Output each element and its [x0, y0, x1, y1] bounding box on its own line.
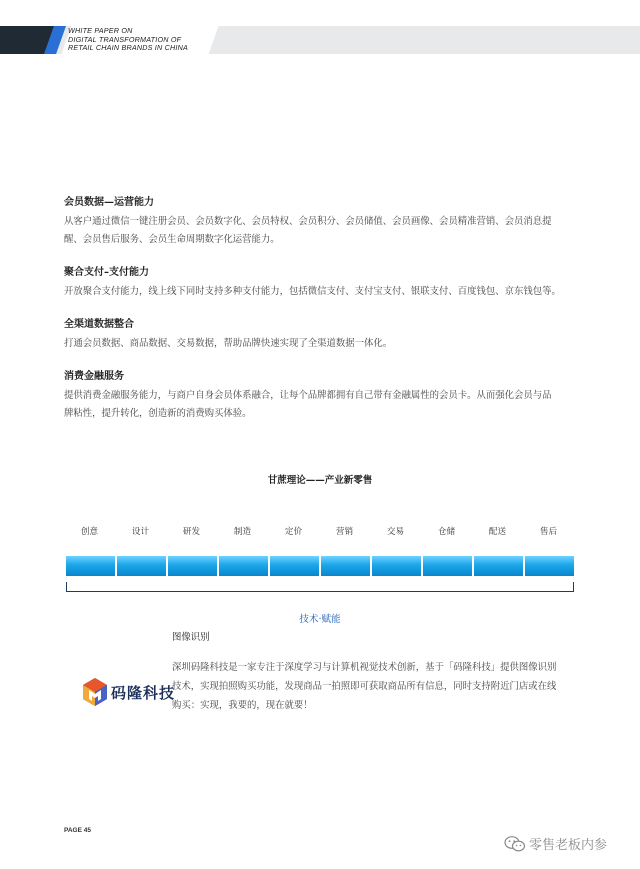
diagram-title: 甘蔗理论——产业新零售	[267, 475, 373, 486]
section-line: 从客户通过微信一键注册会员、会员数字化、会员特权、会员积分、会员储值、会员画像、会员精准营销、会员消息提	[64, 216, 552, 227]
stage-label: 售后	[539, 527, 558, 537]
stage-label: 营销	[335, 527, 354, 537]
section-title: 会员数据—运营能力	[64, 197, 154, 208]
bar-segment	[219, 556, 268, 576]
section-body	[64, 387, 584, 423]
bar-segment	[321, 556, 370, 576]
malong-logo	[82, 676, 175, 708]
watermark	[504, 834, 607, 853]
bar-segment	[474, 556, 523, 576]
stage-label: 创意	[80, 527, 99, 537]
header-line: DIGITAL TRANSFORMATION OF	[68, 34, 182, 44]
stage-label: 定价	[284, 527, 303, 537]
section-consumer-finance	[64, 369, 584, 423]
stage-labels	[64, 525, 576, 541]
body-line: 购买：实现，我要的，现在就要！	[172, 700, 313, 711]
stage-label: 交易	[386, 527, 405, 537]
tech-bracket	[66, 582, 574, 592]
stage-label: 配送	[488, 527, 507, 537]
sugarcane-bar	[66, 556, 574, 576]
tech-label: 技术·赋能	[299, 614, 341, 625]
section-body	[64, 335, 584, 353]
section-title: 消费金融服务	[64, 371, 124, 382]
bar-segment	[66, 556, 115, 576]
bar-segment	[372, 556, 421, 576]
section-line: 开放聚合支付能力，线上线下同时支持多种支付能力，包括微信支付、支付宝支付、银联支付、百度钱包、京东钱包等。	[64, 286, 561, 297]
logo-text: 码隆科技	[111, 683, 176, 702]
body-line: 深圳码隆科技是一家专注于深度学习与计算机视觉技术创新，基于「码隆科技」提供图像识别	[172, 662, 557, 673]
image-recognition-body	[172, 658, 592, 715]
header-title	[68, 27, 188, 53]
section-title: 全渠道数据整合	[64, 319, 134, 330]
bar-segment	[270, 556, 319, 576]
section-line: 醒、会员售后服务、会员生命周期数字化运营能力。	[64, 234, 280, 245]
section-body	[64, 283, 584, 301]
stage-label: 仓储	[437, 527, 456, 537]
body-line: 技术，实现拍照购买功能，发现商品一拍照即可获取商品所有信息，同时支持附近门店或在线	[172, 681, 557, 692]
section-line: 打通会员数据、商品数据、交易数据，帮助品牌快速实现了全渠道数据一体化。	[64, 338, 393, 349]
malong-logo-icon	[82, 677, 108, 707]
section-line: 提供消费金融服务能力，与商户自身会员体系融合，让每个品牌都拥有自己带有金融属性的会员卡。从而强化会员与品	[64, 390, 552, 401]
header-line: RETAIL CHAIN BRANDS IN CHINA	[68, 43, 188, 53]
section-omnichannel-data	[64, 317, 584, 353]
watermark-text: 零售老板内参	[529, 838, 608, 853]
image-recognition-title: 图像识别	[172, 632, 210, 643]
page-number: PAGE 45	[64, 827, 91, 834]
bar-segment	[168, 556, 217, 576]
stage-label: 研发	[182, 527, 201, 537]
section-body	[64, 213, 584, 249]
bar-segment	[423, 556, 472, 576]
bar-segment	[117, 556, 166, 576]
wechat-icon	[504, 835, 526, 853]
section-line: 牌粘性，提升转化，创造新的消费购买体验。	[64, 408, 252, 419]
header-line: WHITE PAPER ON	[68, 26, 133, 35]
section-aggregate-payment	[64, 265, 584, 301]
stage-label: 制造	[233, 527, 252, 537]
section-member-data	[64, 195, 584, 249]
stage-label: 设计	[131, 527, 150, 537]
section-title: 聚合支付–支付能力	[64, 267, 149, 278]
bar-segment	[525, 556, 574, 576]
